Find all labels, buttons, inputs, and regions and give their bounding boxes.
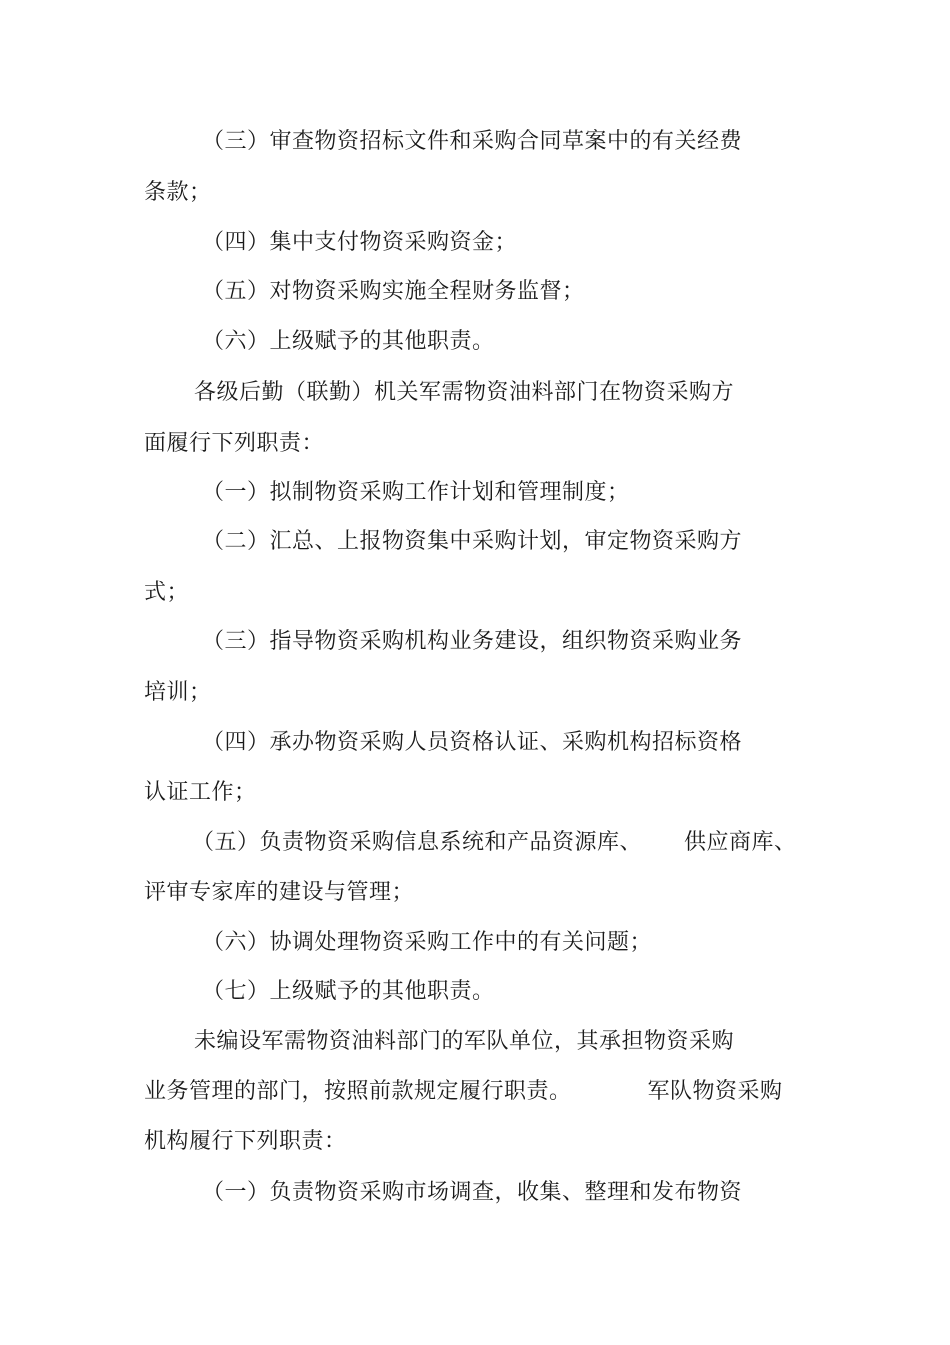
text-line [192, 830, 797, 856]
text-line: （六）上级赋予的其他职责。 [202, 329, 495, 354]
text-line: （二）汇总、上报物资集中采购计划，审定物资采购方 [202, 529, 743, 554]
text-segment: （五）负责物资采购信息系统和产品资源库、 [192, 830, 643, 855]
text-line: 认证工作； [144, 780, 257, 805]
text-segment: 供应商库、 [684, 830, 797, 855]
text-line [144, 1079, 783, 1105]
paragraph-start: 各级后勤（联勤）机关军需物资油料部门在物资采购方 [194, 380, 735, 405]
text-line: （五）对物资采购实施全程财务监督； [202, 279, 585, 304]
text-line: 机构履行下列职责： [144, 1129, 347, 1154]
text-line: （四）承办物资采购人员资格认证、采购机构招标资格 [202, 730, 743, 755]
text-line: 式； [144, 580, 190, 605]
text-line: 培训； [144, 680, 212, 705]
text-line: （一）拟制物资采购工作计划和管理制度； [202, 480, 630, 505]
text-line: （三）审查物资招标文件和采购合同草案中的有关经费 [202, 129, 743, 154]
text-segment: 军队物资采购 [647, 1079, 783, 1104]
text-segment: 业务管理的部门，按照前款规定履行职责。 [144, 1079, 572, 1104]
paragraph-start: 未编设军需物资油料部门的军队单位，其承担物资采购 [194, 1029, 735, 1054]
text-line: 条款； [144, 180, 212, 205]
text-line: （四）集中支付物资采购资金； [202, 230, 518, 255]
text-line: 面履行下列职责： [144, 431, 325, 456]
text-line: 评审专家库的建设与管理； [144, 880, 415, 905]
text-line: （六）协调处理物资采购工作中的有关问题； [202, 930, 653, 955]
text-line: （七）上级赋予的其他职责。 [202, 979, 495, 1004]
text-line: （三）指导物资采购机构业务建设，组织物资采购业务 [202, 629, 743, 654]
text-line: （一）负责物资采购市场调查，收集、整理和发布物资 [202, 1180, 743, 1205]
